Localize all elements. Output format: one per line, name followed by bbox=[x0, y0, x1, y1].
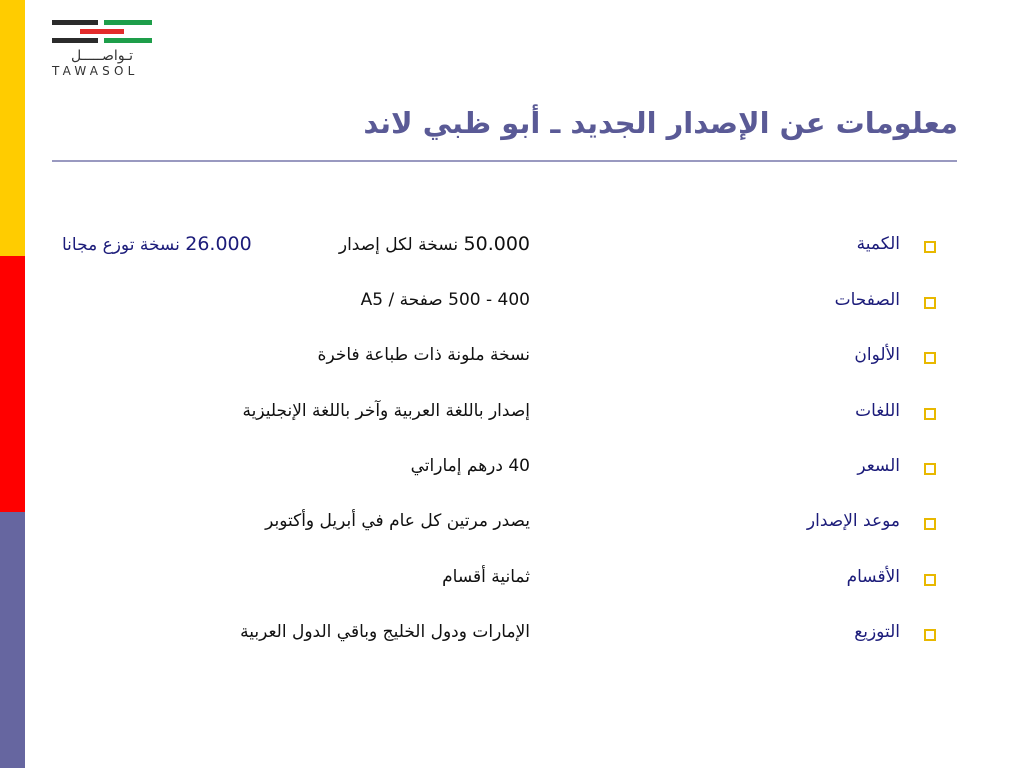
bullet-icon bbox=[924, 408, 936, 420]
row-label: الألوان bbox=[854, 345, 900, 365]
row-value: الإمارات ودول الخليج وباقي الدول العربية bbox=[240, 622, 530, 642]
list-item bbox=[0, 398, 1024, 428]
row-label: التوزيع bbox=[854, 622, 900, 642]
row-value: 400 - 500 صفحة / A5 bbox=[360, 290, 530, 310]
bullet-icon bbox=[924, 241, 936, 253]
list-item bbox=[0, 342, 1024, 372]
list-item bbox=[0, 287, 1024, 317]
bullet-icon bbox=[924, 629, 936, 641]
row-label: الصفحات bbox=[834, 290, 900, 310]
list-item bbox=[0, 453, 1024, 483]
row-note bbox=[62, 231, 252, 258]
bullet-icon bbox=[924, 352, 936, 364]
bullet-icon bbox=[924, 297, 936, 309]
row-value: 40 درهم إماراتي bbox=[410, 456, 530, 476]
row-value-text: نسخة لكل إصدار bbox=[338, 235, 459, 255]
row-value-number: 50.000 bbox=[463, 233, 530, 255]
list-item bbox=[0, 619, 1024, 649]
logo-text: TAWASOL bbox=[52, 64, 139, 78]
list-item bbox=[0, 508, 1024, 538]
bullet-icon bbox=[924, 574, 936, 586]
list-item bbox=[0, 231, 1024, 261]
row-value: نسخة ملونة ذات طباعة فاخرة bbox=[317, 345, 530, 365]
bullet-icon bbox=[924, 463, 936, 475]
row-value: ثمانية أقسام bbox=[442, 567, 530, 587]
page-title: معلومات عن الإصدار الجديد ـ أبو ظبي لاند bbox=[363, 106, 958, 140]
row-label: الكمية bbox=[856, 234, 900, 254]
row-note-text: نسخة توزع مجانا bbox=[62, 235, 180, 255]
row-value: يصدر مرتين كل عام في أبريل وأكتوبر bbox=[265, 511, 530, 531]
row-label: السعر bbox=[857, 456, 900, 476]
row-label: اللغات bbox=[855, 401, 900, 421]
logo-arabic-text: تـواصـــــل bbox=[70, 48, 134, 64]
row-label: موعد الإصدار bbox=[806, 511, 900, 531]
row-note-number: 26.000 bbox=[185, 233, 252, 255]
row-value bbox=[339, 231, 530, 258]
bullet-icon bbox=[924, 518, 936, 530]
row-label: الأقسام bbox=[846, 567, 900, 587]
list-item bbox=[0, 564, 1024, 594]
row-value: إصدار باللغة العربية وآخر باللغة الإنجليزية bbox=[242, 401, 530, 421]
